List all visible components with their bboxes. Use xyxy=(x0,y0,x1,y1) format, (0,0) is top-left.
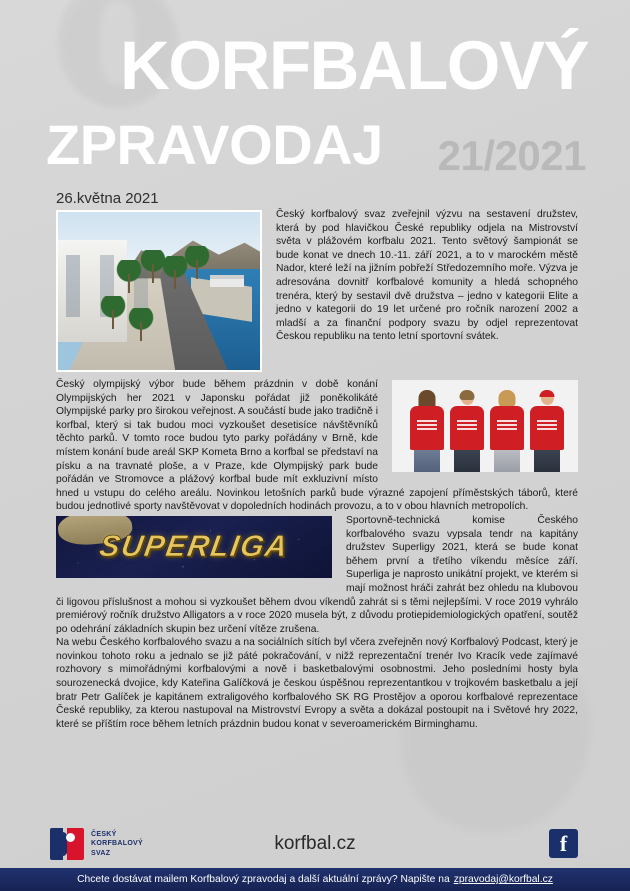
palm-tree-icon xyxy=(100,296,126,330)
palm-tree-icon xyxy=(116,260,142,294)
masthead-title-main: KORFBALOVÝ xyxy=(120,27,588,104)
hair-shape xyxy=(460,390,475,400)
harbor-photo xyxy=(56,210,262,372)
issue-number: 21/2021 xyxy=(437,132,586,179)
masthead-title-sub: ZPRAVODAJ xyxy=(46,113,383,176)
superliga-wordmark: SUPERLIGA xyxy=(97,529,291,563)
footer xyxy=(0,824,630,868)
superliga-banner-image xyxy=(56,516,332,578)
article-body xyxy=(56,208,578,731)
team-photo xyxy=(392,380,578,472)
palm-tree-icon xyxy=(128,308,154,342)
legs-shape xyxy=(414,450,440,472)
torso-shape xyxy=(490,406,524,450)
torso-shape xyxy=(410,406,444,450)
article-paragraph-3: Sportovně-technická komise Českého korfbalového svazu vypsala tendr na kapitány družstev Superligy 2021, která se bude konat během první a třetího víkendu měsíce září. Superliga je naprosto unikátní projekt, ve kterém si mají možnost hráči zahrát bez ohledu na klubovou či ligovou příslušnost a mohou si vyzkoušet během dvou víkendů zahrát si s těmi nejlepšími. V roce 2019 vyhrálo premiérový ročník družstvo Alligators a v roce 2020 musela být, z důvodu protiepidemiologických opatření, soutěž po odehrání základních skupin bez určení vítěze zrušena. xyxy=(56,514,578,635)
legs-shape xyxy=(454,450,480,472)
logo-line-3: SVAZ xyxy=(91,849,111,857)
logo-line-2: KORFBALOVÝ xyxy=(91,840,143,848)
harbor-ship xyxy=(210,275,244,287)
subscribe-bar-text: Chcete dostávat mailem Korfbalový zpravodaj a další aktuální zprávy? Napište na xyxy=(77,874,450,885)
website-link[interactable]: korfbal.cz xyxy=(274,833,356,854)
article-paragraph-2: Český olympijský výbor bude během prázdnin v době konání Olympijských her 2021 v Japonsku pořádat již poněkolikáté Olympijské parky pro širokou veřejnost. A součástí bude jako tradičně i korfbal, který si tak budou moci vyzkoušet desetisíce návštěvníků těchto parků. V tomto roce budou tyto parky pořádány v Brně, kde místem konání bude areál SKP Kometa Brno a korfbal se představí na písku a na travnaté ploše, a v Praze, kde Olympijský park bude pořádán ve Stromovce a plážový korfbal bude mít exkluzivní místo hned u vstupu do celého areálu. Novinkou letošních parků bude výrazné zapojení příměstských táborů, které budou jednotlivé sporty navštěvovat v dopoledních hodinách provozu, a to v obou hlavních metropolích. xyxy=(56,379,578,513)
team-member xyxy=(410,391,444,472)
torso-shape xyxy=(450,406,484,450)
subscribe-bar xyxy=(0,868,630,891)
article-paragraph-4: Na webu Českého korfbalového svazu a na sociálních sítích byl včera zveřejněn nový Korfbalový Podcast, který je novinkou tohoto roku a jednalo se již páté pokračování, v nižž reprezentační trenér Ivo Kracík vede zajímavé rozhovory s mimořádnými korfbalovými a nově i basketbalovými osobnostmi. Jeho posledními hosty byla sourozenecká dvojice, kdy Kateřina Galíčková je českou úspěšnou reprezentantkou v trojkovém basketbalu a její bratr Petr Galíček je kapitánem extraligového korfbalového SK RG Prostějov a oporou korfbalové reprezentace České republiky, za kterou nastupoval na Mistrovství Evropy a světa a dokázal postoupit na i Světové hry 2022, které se příštím roce během letních prázdnin budou konat v severoamerickém Birminghamu. xyxy=(56,637,578,730)
headband-shape xyxy=(540,390,555,397)
palm-tree-icon xyxy=(184,246,210,280)
torso-shape xyxy=(530,406,564,450)
team-member xyxy=(450,391,484,472)
article-paragraph-1: Český korfbalový svaz zveřejnil výzvu na sestavení družstev, která by pod hlavičkou České republiky odjela na Mistrovství světa v plážovém korfbalu 2021. Tento světový šampionát se bude konat ve dnech 10.-11. září 2021, a to v marockém městě Nador, které leží na jižním pobřeží Středozemního moře. Výzva je adresována dovnitř korfbalové komunity a hledá schopného trenéra, který by sestavil dvě družstva – jedno v kategorii Elite a jedno v kategorii do 19 let určené pro ročník narození 2002 a mladší a za finanční podpory svazu by odjel reprezentovat Českou republiku na tento letní sportovní svátek. xyxy=(276,209,578,343)
issue-date: 26.května 2021 xyxy=(56,190,159,207)
masthead xyxy=(0,20,630,207)
facebook-icon[interactable]: f xyxy=(549,829,578,858)
legs-shape xyxy=(534,450,560,472)
legs-shape xyxy=(494,450,520,472)
team-member xyxy=(530,391,564,472)
logo-line-1: ČESKÝ xyxy=(91,830,117,838)
team-member xyxy=(490,391,524,472)
subscribe-email-link[interactable]: zpravodaj@korfbal.cz xyxy=(453,874,553,885)
